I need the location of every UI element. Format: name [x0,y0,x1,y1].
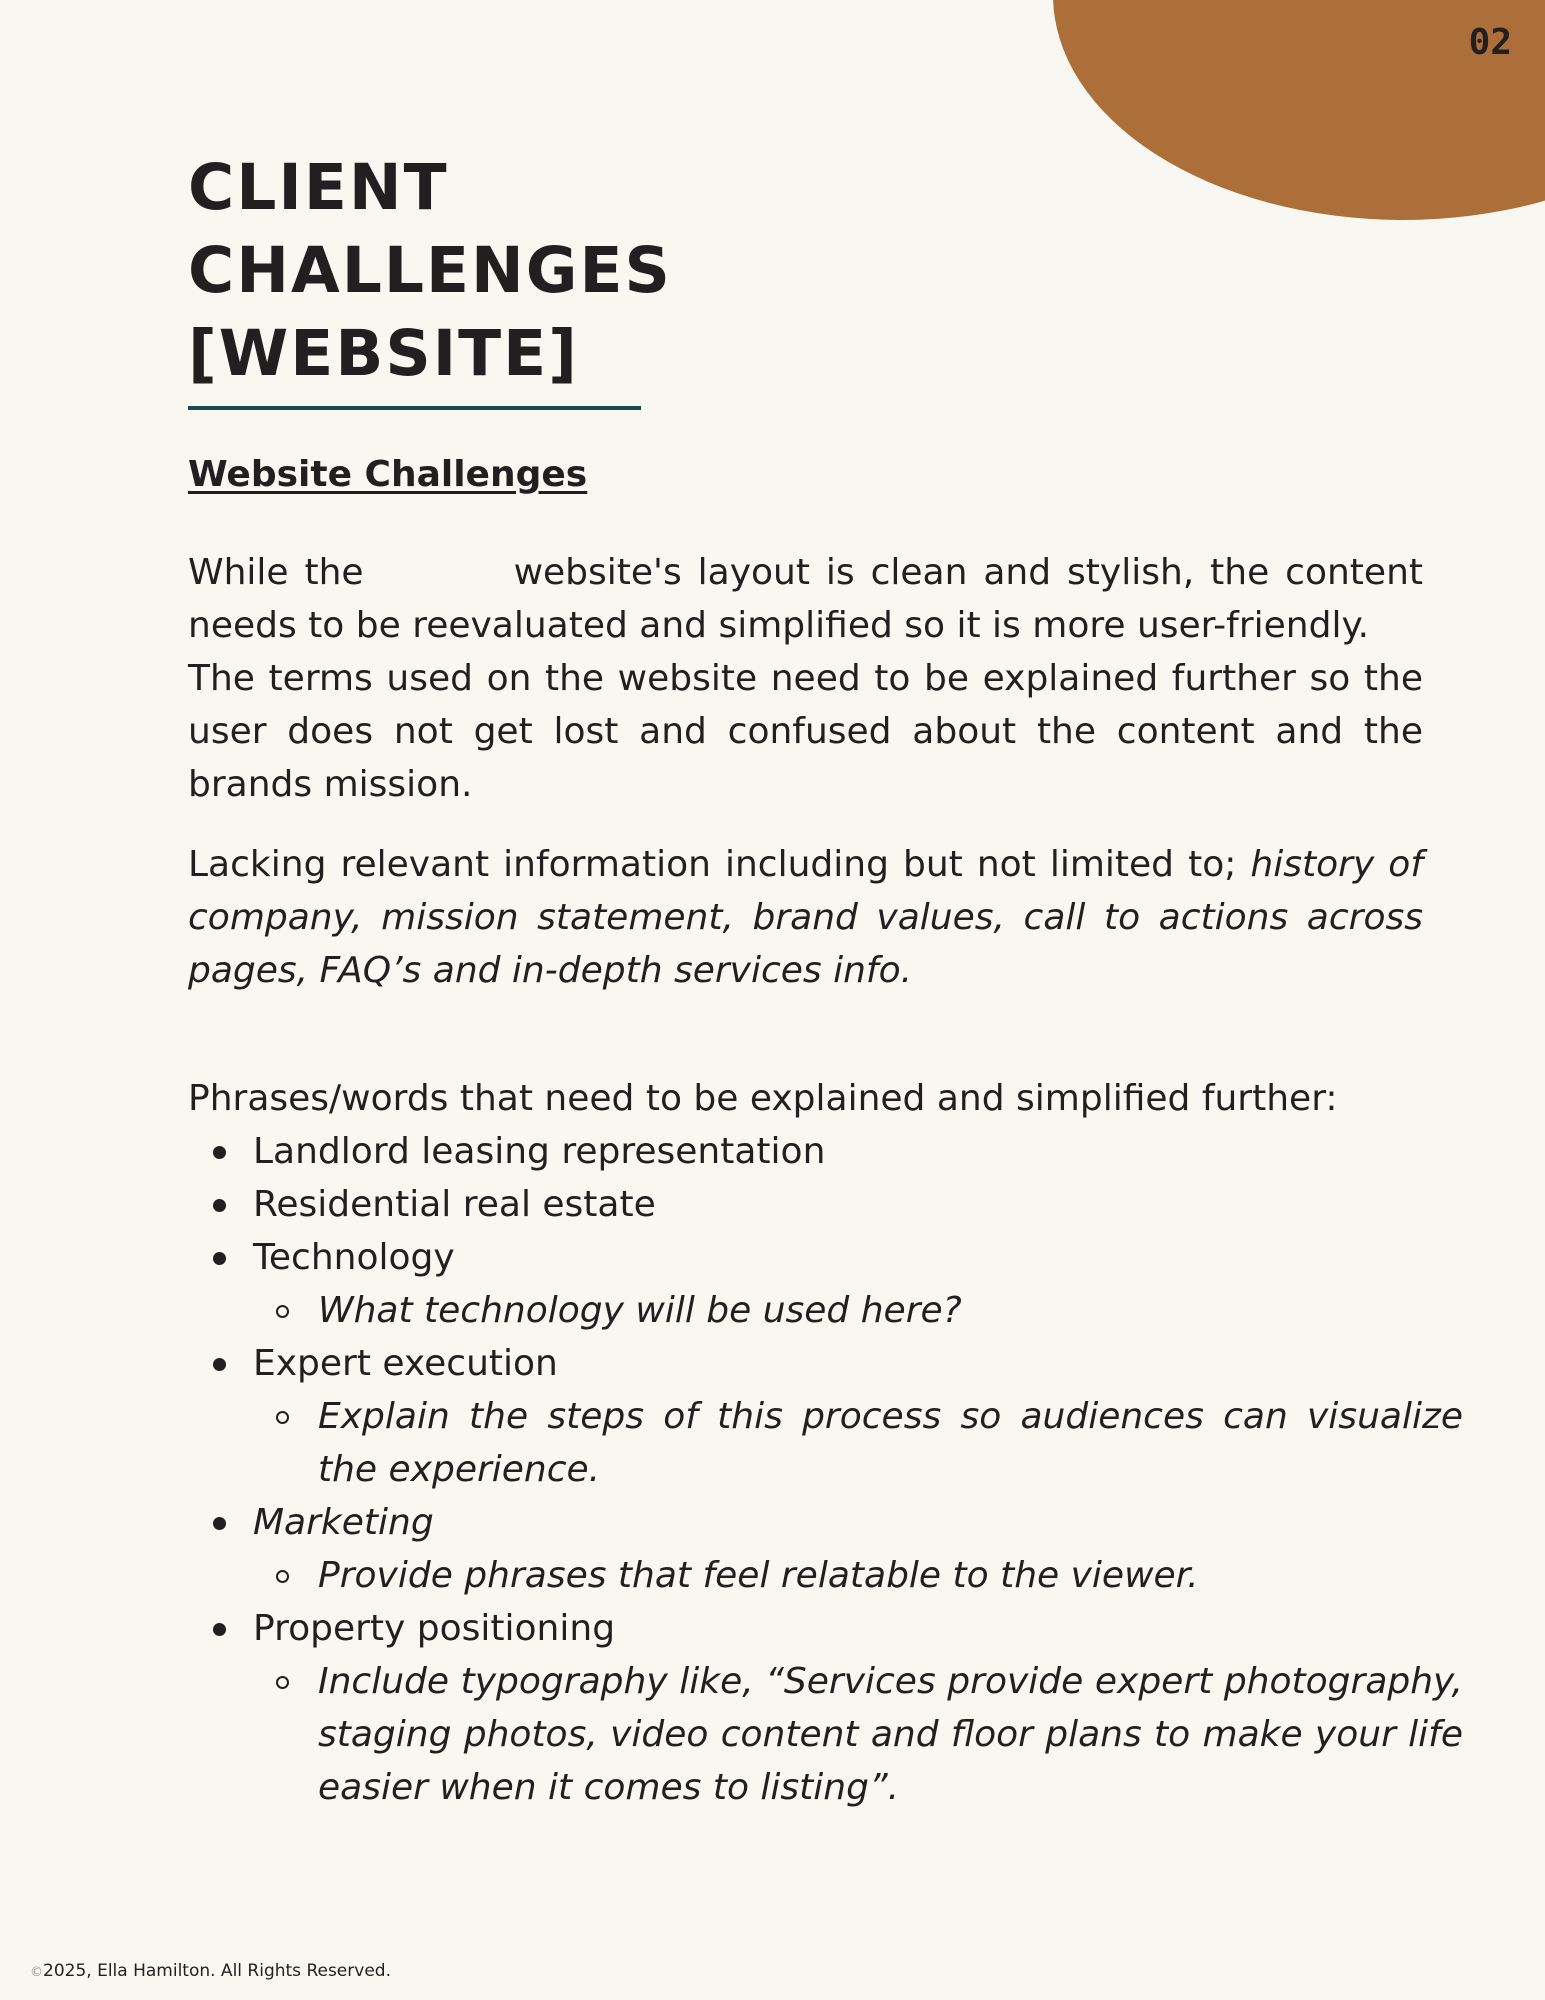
list-item [188,1125,1463,1178]
sub-list-item-text: Include typography like, “Services provide expert photography, staging photos, video content and floor plans to make your life easier when it comes to listing”. [318,1661,1463,1808]
sub-list [253,1390,1463,1496]
missing-info-paragraph [188,838,1423,997]
intro-rest: website's layout is clean and stylish, the content needs to be reevaluated and simplified so it is more user-friendly. [188,552,1423,646]
intro-start: While the [188,552,364,593]
circle-bullet-icon [276,1570,289,1583]
sub-list-item-text: Provide phrases that feel relatable to the viewer. [318,1555,1199,1596]
title-line-2: CHALLENGES [188,234,672,307]
footer-copyright [30,1961,391,1981]
title-line-3: [WEBSITE] [188,317,579,390]
sub-list [253,1284,1463,1337]
list-item-label: Marketing [253,1502,434,1543]
list-item-label: Landlord leasing representation [253,1131,826,1172]
circle-bullet-icon [276,1411,289,1424]
missing-info-list: history of company, mission statement, brand values, call to actions across pages, FAQ’s and in-depth services info. [188,844,1423,991]
intro-second-sentence: The terms used on the website need to be explained further so the user does not get lost and confused about the content and the brands mission. [188,658,1423,805]
bullet-icon [213,1358,226,1371]
sub-list [253,1655,1463,1814]
bullet-icon [213,1252,226,1265]
sub-list-item [253,1655,1463,1814]
list-item-label: Expert execution [253,1343,558,1384]
title-line-1: CLIENT [188,151,449,224]
sub-list-item-text: Explain the steps of this process so audiences can visualize the experience. [318,1396,1463,1490]
sub-list-item [253,1390,1463,1496]
sub-list-item-text: What technology will be used here? [318,1290,962,1331]
sub-list [253,1549,1463,1602]
page-number: 02 [1468,22,1512,63]
list-item [188,1337,1463,1496]
list-item [188,1496,1463,1602]
footer-text: 2025, Ella Hamilton. All Rights Reserved. [43,1961,391,1981]
copyright-icon: © [30,1965,43,1980]
bullet-icon [213,1199,226,1212]
intro-paragraph [188,546,1423,811]
list-item [188,1178,1463,1231]
bullet-icon [213,1623,226,1636]
bullet-icon [213,1517,226,1530]
list-item-label: Residential real estate [253,1184,656,1225]
missing-info-lead: Lacking relevant information including but not limited to; [188,844,1237,885]
list-item-label: Technology [253,1237,455,1278]
list-item [188,1602,1463,1814]
list-item [188,1231,1463,1337]
circle-bullet-icon [276,1676,289,1689]
phrases-intro: Phrases/words that need to be explained and simplified further: [188,1078,1338,1119]
title-underline-rule [188,406,641,410]
section-heading: Website Challenges [188,454,588,495]
sub-list-item [253,1284,1463,1337]
sub-list-item [253,1549,1463,1602]
bullet-icon [213,1146,226,1159]
page-title [188,146,672,395]
phrases-list [188,1125,1463,1814]
circle-bullet-icon [276,1305,289,1318]
list-item-label: Property positioning [253,1608,616,1649]
